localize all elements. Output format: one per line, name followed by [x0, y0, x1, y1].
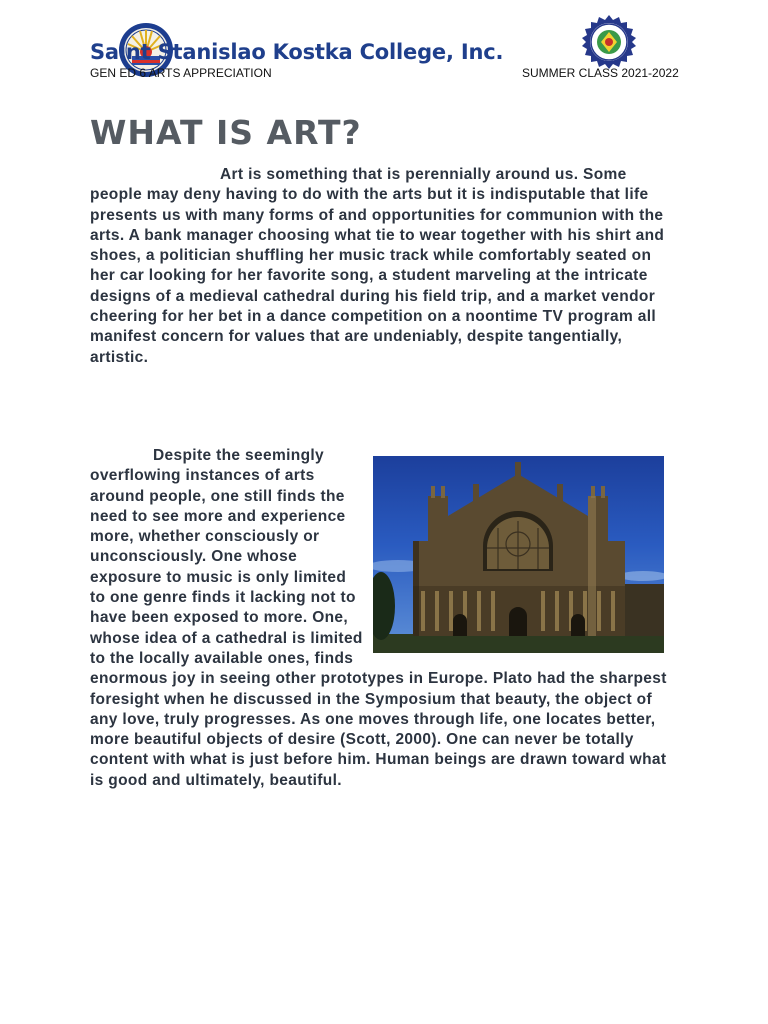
paragraph-intro: Art is something that is perennially around us. Some people may deny having to do with the arts but it is indisputable that life presents us with many forms of and opportunities for communion with the arts. A bank manager choosing what tie to wear together with his shirt and shoes, a politician shuffling her music track while comfortably seated on her car looking for her favorite song, a student marveling at the intricate designs of a medieval cathedral during his field trip, and a market vendor cheering for her bet in a dance competition on a noontime TV program all manifest concern for values that are undeniably, despite tangentially, artistic.: [90, 166, 665, 366]
institution-seal-logo: [574, 14, 644, 70]
course-label: GEN ED 6 ARTS APPRECIATION: [90, 66, 272, 80]
term-label: SUMMER CLASS 2021-2022: [522, 66, 679, 80]
paragraph-despite: Despite the seemingly overflowing instances of arts around people, one still finds the need to see more and experience more, whether consciously or unconsciously. One whose exposure to music is only limited to one genre finds it lacking not to have been exposed to more. One, whose idea of a cathedral is limited to the locally available ones, finds enormous joy in seeing other prototypes in Europe. Plato had the sharpest foresight when he discussed in the Symposium that beauty, the object of any love, truly progresses. As one moves through life, one locates better, more beautiful objects of desire (Scott, 2000). One can never be totally content with what is just before him. Human beings are drawn toward what is good and ultimately, beautiful.: [90, 447, 667, 789]
paragraph-block-2: [90, 446, 680, 791]
page-title: WHAT IS ART?: [90, 113, 362, 152]
gothic-cathedral-facade-photo: [373, 456, 664, 653]
school-name: Saint Stanislao Kostka College, Inc.: [90, 40, 504, 64]
